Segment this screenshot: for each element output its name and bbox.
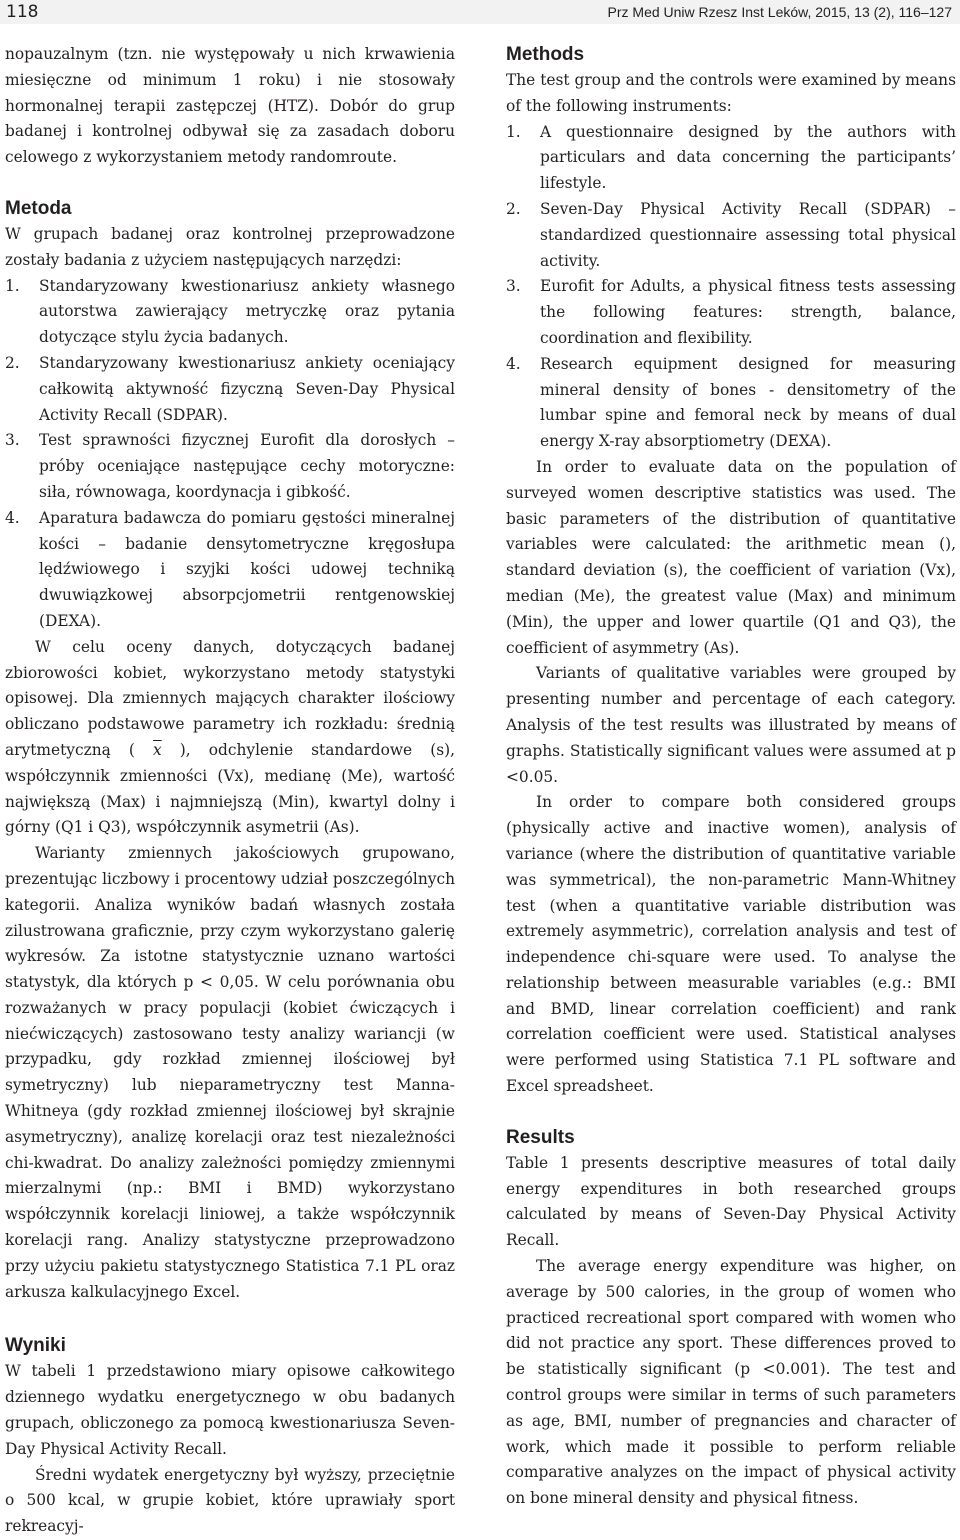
- results-heading: Results: [506, 1126, 575, 1148]
- methods-intro: The test group and the controls were examined by means of the following instruments:: [506, 71, 956, 115]
- wyniki-heading: Wyniki: [5, 1335, 66, 1357]
- list-item: 4. Aparatura badawcza do pomiaru gęstości mineralnej kości – badanie densytometryczne kręgosłupa lędźwiowego i szyjki kości udowej techniką dwuwiązkowej absorpcjometrii rentgenowskiej (DEXA).: [5, 508, 455, 630]
- results-paragraph-1: Table 1 presents descriptive measures of total daily energy expenditures in both researched groups calculated by means of Seven-Day Physical Activity Recall.: [506, 1153, 956, 1250]
- comparison-paragraph: In order to compare both considered groups (physically active and inactive women), analysis of variance (where the distribution of quantitative variable was symmetrical), the non-parametric Mann-Whitney test (when a quantitative variable distribution was extremely asymmetric), correlation analysis and test of independence chi-square were used. To analyse the relationship between measurable variables (e.g.: BMI and BMD, linear correlation coefficient) and rank correlation coefficient were used. Statistical analyses were performed using Statistica 7.1 PL software and Excel spreadsheet.: [506, 793, 956, 1096]
- statistics-paragraph: W celu oceny danych, dotyczących badanej zbiorowości kobiet, wykorzystano metody statystyki opisowej. Dla zmiennych mających charakter ilościowy obliczano podstawowe parametry ich rozkładu: średnią arytmetyczną ( $\overline{x}$ ), odchylenie standardowe (s), współczynnik zmienności (Vx), medianę (Me), wartość największą (Max) i najmniejszą (Min), kwartyl dolny i górny (Q1 i Q3), współczynnik asymetrii (As).: [5, 637, 455, 837]
- list-item: 3. Test sprawności fizycznej Eurofit dla dorosłych – próby oceniające następujące cechy motoryczne: siła, równowaga, koordynacja i gibkość.: [5, 431, 455, 501]
- list-item: 2. Seven-Day Physical Activity Recall (SDPAR) – standardized questionnaire assessing total physical activity.: [506, 199, 956, 270]
- instrument-list-pl: [5, 274, 455, 635]
- results-paragraph-2: The average energy expenditure was higher, on average by 500 calories, in the group of women who practiced recreational sport compared with women who did not practice any sport. These differences proved to be statistically significant (p <0.001). The test and control groups were similar in terms of such parameters as age, BMI, number of pregnancies and character of work, which made it possible to perform reliable comparative analyzes on the impact of physical activity on bone mineral density and physical fitness.: [506, 1257, 956, 1508]
- instrument-list-en: [506, 120, 956, 455]
- metoda-heading: Metoda: [5, 197, 72, 219]
- qualitative-paragraph: Variants of qualitative variables were grouped by presenting number and percentage of each category. Analysis of the test results was illustrated by means of graphs. Statistically significant values were assumed at p <0.05.: [506, 664, 956, 786]
- page-number: 118: [6, 2, 39, 22]
- qualitative-paragraph: Warianty zmiennych jakościowych grupowano, prezentując liczbowy i procentowy udział poszczególnych kategorii. Analiza wyników badań własnych została zilustrowana graficznie, przy czym wykorzystano galerię wykresów. Za istotne statystycznie uznano wartości statystyk, dla których p < 0,05. W celu porównania obu rozważanych w pracy populacji (kobiet ćwiczących i niećwiczących) zastosowano testy analizy wariancji (w przypadku, gdy rozkład zmiennej ilościowej był symetryczny) lub nieparametryczny test Manna-Whitneya (gdy rozkład zmiennej ilościowej był skrajnie asymetryczny), analizę korelacji oraz test niezależności chi-kwadrat. Do analizy zależności pomiędzy zmiennymi mierzalnymi (np.: BMI i BMD) wykorzystano współczynnik korelacji liniowej, a także współczynnik korelacji rang. Analizy statystyczne przeprowadzono przy użyciu pakietu statystycznego Statistica 7.1 PL oraz arkusza kalkulacyjnego Excel.: [5, 844, 455, 1301]
- list-item: 2. Standaryzowany kwestionariusz ankiety oceniający całkowitą aktywność fizyczną Seven-Day Physical Activity Recall (SDPAR).: [5, 353, 455, 424]
- metoda-intro: W grupach badanej oraz kontrolnej przeprowadzone zostały badania z użyciem następujących narzędzi:: [5, 224, 455, 269]
- page-header: [0, 0, 960, 24]
- intro-paragraph: nopauzalnym (tzn. nie występowały u nich krwawienia miesięczne od minimum 1 roku) i nie stosowały hormonalnej terapii zastępczej (HTZ). Dobór do grup badanej i kontrolnej odbywał się za zasadach doboru celowego z wykorzystaniem metody randomroute.: [5, 45, 455, 167]
- list-item: 1. Standaryzowany kwestionariusz ankiety własnego autorstwa zawierający metryczkę oraz pytania dotyczące stylu życia badanych.: [5, 276, 455, 347]
- journal-citation: Prz Med Uniw Rzesz Inst Leków, 2015, 13 (2), 116–127: [607, 4, 952, 20]
- wyniki-paragraph-2: Średni wydatek energetyczny był wyższy, przeciętnie o 500 kcal, w grupie kobiet, które uprawiały sport rekreacyj-: [5, 1465, 455, 1536]
- list-item: 3. Eurofit for Adults, a physical fitness tests assessing the following features: strength, balance, coordination and flexibility.: [506, 277, 956, 347]
- wyniki-paragraph-1: W tabeli 1 przedstawiono miary opisowe całkowitego dziennego wydatku energetycznego w obu badanych grupach, obliczonego za pomocą kwestionariusza Seven-Day Physical Activity Recall.: [5, 1362, 455, 1458]
- left-column-polish: [5, 42, 455, 1540]
- right-column-english: [506, 42, 956, 1512]
- statistics-paragraph: In order to evaluate data on the population of surveyed women descriptive statistics was used. The basic parameters of the distribution of quantitative variables were calculated: the arithmetic mean (), standard deviation (s), the coefficient of variation (Vx), median (Me), the greatest value (Max) and minimum (Min), the upper and lower quartile (Q1 and Q3), the coefficient of asymmetry (As).: [506, 457, 956, 657]
- list-item: 1. A questionnaire designed by the authors with particulars and data concerning the participants’ lifestyle.: [506, 122, 956, 193]
- methods-heading: Methods: [506, 44, 585, 65]
- mean-symbol: $\overline{x}$: [153, 740, 162, 759]
- list-item: 4. Research equipment designed for measuring mineral density of bones - densitometry of the lumbar spine and femoral neck by means of dual energy X-ray absorptiometry (DEXA).: [506, 354, 956, 451]
